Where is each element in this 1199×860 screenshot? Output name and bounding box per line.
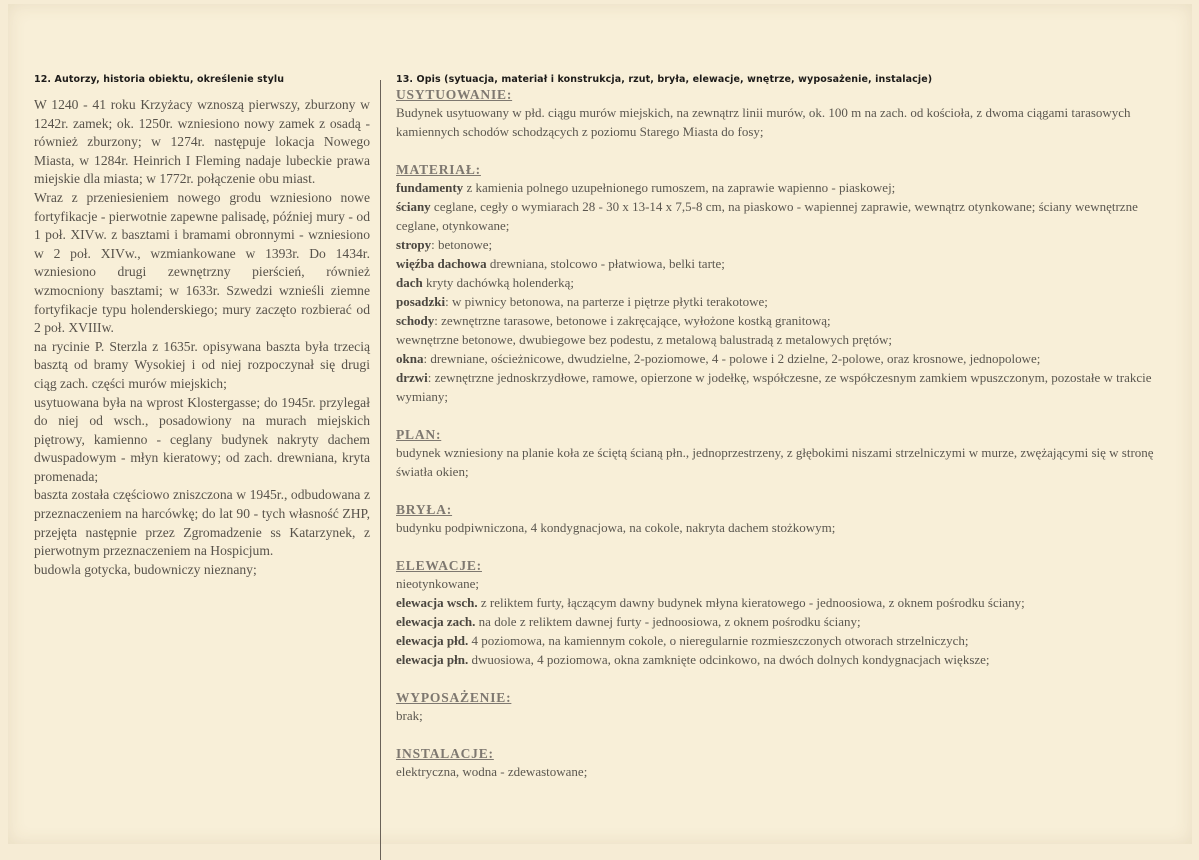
history-paragraph: baszta została częściowo zniszczona w 1945r., odbudowana z przeznaczeniem na harcówkę; do lat 90 - tych własność ZHP, przejęta następnie przez Zgromadzenie ss Katarzynek, z pierwotnym przeznaczeniem na Hospicjum. bbox=[34, 487, 370, 559]
section-bryla bbox=[396, 501, 1176, 537]
elewacje-title: ELEWACJE: bbox=[396, 558, 482, 573]
history-column bbox=[34, 74, 370, 579]
material-line: posadzki: w piwnicy betonowa, na parterze i piętrze płytki terakotowe; bbox=[396, 294, 768, 309]
document-page bbox=[8, 4, 1192, 844]
elewacje-line: elewacja płn. dwuosiowa, 4 poziomowa, okna zamknięte odcinkowo, na dwóch dolnych kondygnacjach większe; bbox=[396, 652, 990, 667]
section-instalacje bbox=[396, 745, 1176, 781]
section-wyposazenie bbox=[396, 689, 1176, 725]
wyposazenie-title: WYPOSAŻENIE: bbox=[396, 690, 512, 705]
elewacje-line: nieotynkowane; bbox=[396, 576, 480, 591]
material-line: stropy: betonowe; bbox=[396, 237, 493, 252]
instalacje-title: INSTALACJE: bbox=[396, 746, 494, 761]
elewacje-line: elewacja wsch. z reliktem furty, łączącym dawny budynek młyna kieratowego - jednoosiowa, z oknem pośrodku ściany; bbox=[396, 595, 1025, 610]
material-line: dach kryty dachówką holenderką; bbox=[396, 275, 574, 290]
history-paragraph: na rycinie P. Sterzla z 1635r. opisywana baszta była trzecią basztą od bramy Wysokiej i od niej rozpoczynał się drugi ciąg zach. części murów miejskich; bbox=[34, 338, 370, 391]
section-13-heading: 13. Opis (sytuacja, materiał i konstrukcja, rzut, bryła, elewacje, wnętrze, wyposażenie, instalacje) bbox=[396, 74, 933, 85]
bryla-title: BRYŁA: bbox=[396, 502, 453, 517]
bryla-text: budynku podpiwniczona, 4 kondygnacjowa, na cokole, nakryta dachem stożkowym; bbox=[396, 520, 836, 535]
material-line: drzwi: zewnętrzne jednoskrzydłowe, ramowe, opierzone w jodełkę, współczesne, ze współczesnym zamkiem wpuszczonym, pozostałe w trakcie wymiany; bbox=[396, 370, 1152, 404]
elewacje-line: elewacja zach. na dole z reliktem dawnej furty - jednoosiowa, z oknem pośrodku ściany; bbox=[396, 614, 861, 629]
section-usytuowanie bbox=[396, 86, 1176, 141]
material-line: wewnętrzne betonowe, dwubiegowe bez podestu, z metalową balustradą z metalowych prętów; bbox=[396, 332, 892, 347]
section-12-heading: 12. Autorzy, historia obiektu, określenie stylu bbox=[34, 74, 285, 85]
history-paragraph: Wraz z przeniesieniem nowego grodu wzniesiono nowe fortyfikacje - pierwotnie zapewne palisadę, później mury - od 1 poł. XIVw. z basztami i bramami obronnymi - wzniesiono w 2 poł. XIVw., wzmiankowane w 1393r. Do 1434r. wzniesiono drugi zewnętrzny pierścień, również wzmocniony basztami; w 1633r. Szwedzi wznieśli ziemne fortyfikacje typu holenderskiego; mury zaczęto rozbierać od 2 poł. XVIIIw. bbox=[34, 189, 370, 336]
history-text bbox=[34, 96, 370, 579]
usytuowanie-text: Budynek usytuowany w płd. ciągu murów miejskich, na zewnątrz linii murów, ok. 100 m na zach. od kościoła, z dwoma ciągami tarasowych kamiennych schodów schodzących z poziomu Starego Miasta do fosy; bbox=[396, 105, 1131, 139]
description-column bbox=[396, 74, 1176, 781]
material-title: MATERIAŁ: bbox=[396, 162, 481, 177]
instalacje-text: elektryczna, wodna - zdewastowane; bbox=[396, 764, 588, 779]
section-plan bbox=[396, 426, 1176, 481]
elewacje-line: elewacja płd. 4 poziomowa, na kamiennym cokole, o nieregularnie rozmieszczonych otworach strzelniczych; bbox=[396, 633, 969, 648]
plan-title: PLAN: bbox=[396, 427, 442, 442]
material-line: schody: zewnętrzne tarasowe, betonowe i zakręcające, wyłożone kostką granitową; bbox=[396, 313, 831, 328]
material-line: więźba dachowa drewniana, stolcowo - płatwiowa, belki tarte; bbox=[396, 256, 725, 271]
material-line: ściany ceglane, cegły o wymiarach 28 - 30 x 13-14 x 7,5-8 cm, na piaskowo - wapiennej zaprawie, wewnątrz otynkowane; ściany wewnętrzne ceglane, otynkowane; bbox=[396, 199, 1138, 233]
wyposazenie-text: brak; bbox=[396, 708, 423, 723]
history-paragraph: W 1240 - 41 roku Krzyżacy wznoszą pierwszy, zburzony w 1242r. zamek; ok. 1250r. wzniesiono nowy zamek z osadą - również zburzony; w 1274r. następuje lokacja Nowego Miasta, w 1284r. Heinrich I Fleming nadaje lubeckie prawa miejskie dla miasta; w 1772r. połączenie obu miast. bbox=[34, 97, 370, 187]
material-line: fundamenty z kamienia polnego uzupełnionego rumoszem, na zaprawie wapienno - piaskowej; bbox=[396, 180, 896, 195]
column-divider bbox=[380, 80, 381, 860]
section-elewacje bbox=[396, 557, 1176, 669]
plan-text: budynek wzniesiony na planie koła ze ściętą ścianą płn., jednoprzestrzeny, z głębokimi niszami strzelniczymi w murze, zwężającymi się w stronę światła okien; bbox=[396, 445, 1154, 479]
history-paragraph: budowla gotycka, budowniczy nieznany; bbox=[34, 561, 257, 577]
history-paragraph: usytuowana była na wprost Klostergasse; do 1945r. przylegał do niej od wsch., posadowiony na murach miejskich piętrowy, kamienno - ceglany budynek nakryty dachem dwuspadowym - młyn kieratowy; od zach. drewniana, kryta promenada; bbox=[34, 394, 370, 484]
material-line: okna: drewniane, ościeżnicowe, dwudzielne, 2-poziomowe, 4 - polowe i 2 dzielne, 2-polowe, oraz krosnowe, jednopolowe; bbox=[396, 351, 1041, 366]
section-material bbox=[396, 161, 1176, 406]
usytuowanie-title: USYTUOWANIE: bbox=[396, 87, 513, 102]
